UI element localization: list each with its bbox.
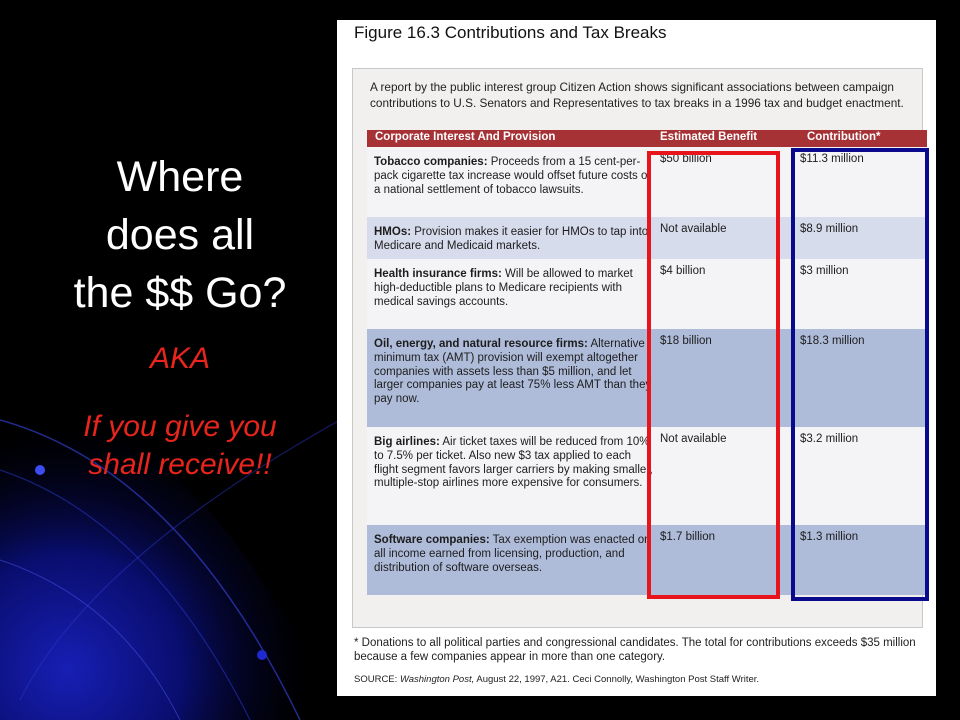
aka-label: AKA [149,342,211,375]
estimated-benefit-highlight [647,151,780,599]
figure-footnote: * Donations to all political parties and congressional candidates. The total for contributions exceeds $35 million because a few companies appear in more than one category. [354,637,916,663]
title-line: the $$ Go? [73,269,287,317]
contribution: $18.3 million [800,335,865,347]
estimated-benefit: $18 billion [660,335,712,347]
slide-title [30,148,330,322]
firm-name: Oil, energy, and natural resource firms: [374,338,588,350]
provision-text: Will be allowed to market high-deductible plans to Medicare recipients with medical savings accounts. [374,268,633,308]
estimated-benefit: Not available [660,223,727,235]
firm-name: HMOs: [374,226,412,238]
column-header: Estimated Benefit [660,131,758,143]
firm-name: Health insurance firms: [374,268,502,280]
contribution: $11.3 million [800,153,864,165]
table-header [367,130,927,147]
firm-name: Big airlines: [374,436,440,448]
provision-text: Tax exemption was enacted on all income earned from licensing, production, and distribution of software overseas. [374,534,651,574]
title-line: does all [105,211,255,259]
column-header: Corporate Interest And Provision [375,131,556,143]
source-label: SOURCE: [354,674,398,685]
column-header: Contribution* [807,131,881,143]
slide-subtitle [30,408,330,484]
source-detail: August 22, 1997, A21. Ceci Connolly, Washington Post Staff Writer. [476,674,760,685]
contribution: $1.3 million [800,531,859,543]
source-publication: Washington Post, [399,674,475,685]
estimated-benefit: $4 billion [660,265,706,277]
provision-text: Provision makes it easier for HMOs to tap into Medicare and Medicaid markets. [374,226,649,252]
figure-source [354,674,924,685]
contribution-highlight [791,148,929,601]
firm-name: Software companies: [374,534,490,546]
firm-name: Tobacco companies: [374,156,488,168]
figure-title: Figure 16.3 Contributions and Tax Breaks [354,23,667,42]
provision-text: Air ticket taxes will be reduced from 10% to 7.5% per ticket. Also new $3 tax applied to each flight segment favors larger carriers by making smaller, multiple-stop airlines more expensive for consumers. [374,436,653,490]
title-line: Where [116,153,244,201]
estimated-benefit: $50 billion [660,153,712,165]
provision-text: Proceeds from a 15 cent-per-pack cigarette tax increase would offset future costs of a national settlement of tobacco lawsuits. [374,156,651,196]
subtitle-line: shall receive!! [88,448,272,481]
estimated-benefit: $1.7 billion [660,531,715,543]
contribution: $3 million [800,265,849,277]
contribution: $8.9 million [800,223,859,235]
figure-intro: A report by the public interest group Citizen Action shows significant associations between campaign contributions to U.S. Senators and Representatives to tax breaks in a 1996 tax and budget enactment. [370,80,904,110]
decorative-dot [257,650,267,660]
estimated-benefit: Not available [660,433,727,445]
provision-text: Alternative minimum tax (AMT) provision will exempt altogether companies with assets less than $5 million, and let larger companies pay at least 75% less AMT than they pay now. [374,338,652,406]
contribution: $3.2 million [800,433,859,445]
subtitle-line: If you give you [83,410,277,443]
